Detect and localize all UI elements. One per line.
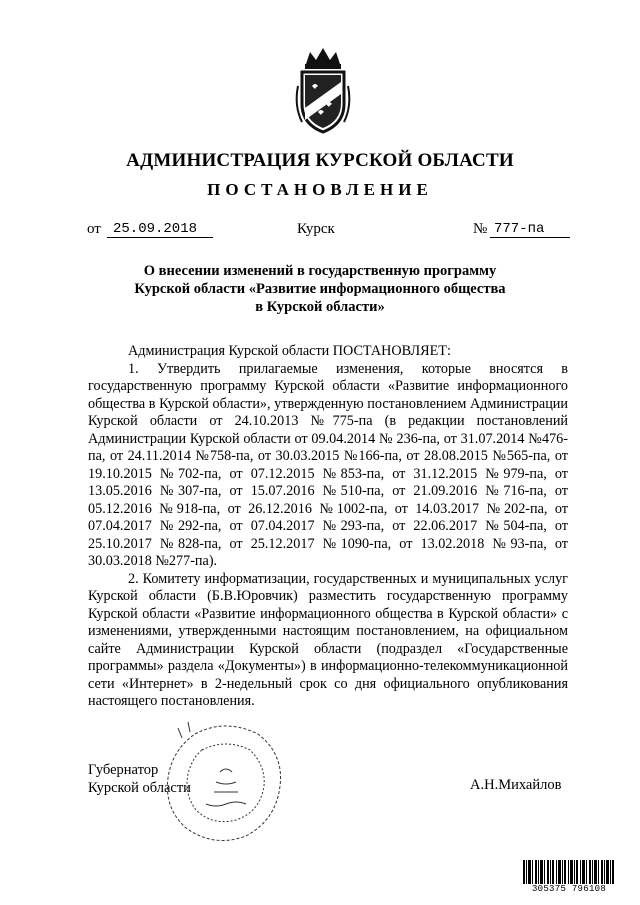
position-line-1: Губернатор: [88, 762, 159, 778]
document-type-title: ПОСТАНОВЛЕНИЕ: [207, 180, 433, 199]
document-body: [88, 343, 568, 711]
paragraph-2: 2. Комитету информатизации, государственных и муниципальных услуг Курской области (Б.В.Юровчик) разместить государственную программу Курской области «Развитие информационного общества в Курской области» с изменениями, утвержденными настоящим постановлением, на официальном сайте Администрации Курской области (подраздел «Государственные программы» раздела «Документы») в информационно-телекоммуникационной сети «Интернет» в 2-недельный срок со дня официального опубликования настоящего постановления.: [88, 570, 568, 709]
city-name: Курск: [297, 221, 335, 237]
barcode-number: 305375 796108: [523, 884, 615, 894]
paragraph-1: 1. Утвердить прилагаемые изменения, которые вносятся в государственную программу Курской области «Развитие информационного общества в Курской области», утвержденную постановлением Администрации Курской области от 24.10.2013 №775-па (в редакции постановлений Администрации Курской области от 09.04.2014 № 236-па, от 31.07.2014 №476-па, от 24.11.2014 №758-па, от 30.03.2015 №166-па, от 28.08.2015 №565-па, от 19.10.2015 №702-па, от 07.12.2015 №853-па, от 31.12.2015 №979-па, от 13.05.2016 №307-па, от 15.07.2016 №510-па, от 21.09.2016 №716-па, от 05.12.2016 №918-па, от 26.12.2016 №1002-па, от 14.03.2017 №202-па, от 07.04.2017 №292-па, от 07.04.2017 №293-па, от 22.06.2017 №504-па, от 25.10.2017 №828-па, от 25.12.2017 №1090-па, от 13.02.2018 №93-па, от 30.03.2018 №277-па).: [88, 360, 568, 569]
document-number: 777-па: [490, 221, 570, 238]
signatory-position: [88, 761, 191, 797]
decree-intro: Администрация Курской области ПОСТАНОВЛЯЕТ:: [128, 343, 451, 359]
document-subject: О внесении изменений в государственную программу Курской области «Развитие информационного общества в Курской области»: [134, 263, 506, 315]
organization-title: АДМИНИСТРАЦИЯ КУРСКОЙ ОБЛАСТИ: [126, 150, 514, 171]
position-line-2: Курской области: [88, 780, 191, 796]
document-date: 25.09.2018: [107, 221, 213, 238]
number-label: №: [473, 221, 488, 237]
coat-of-arms-icon: [292, 46, 354, 136]
date-label: от: [87, 221, 101, 237]
signatory-name: А.Н.Михайлов: [470, 777, 562, 793]
